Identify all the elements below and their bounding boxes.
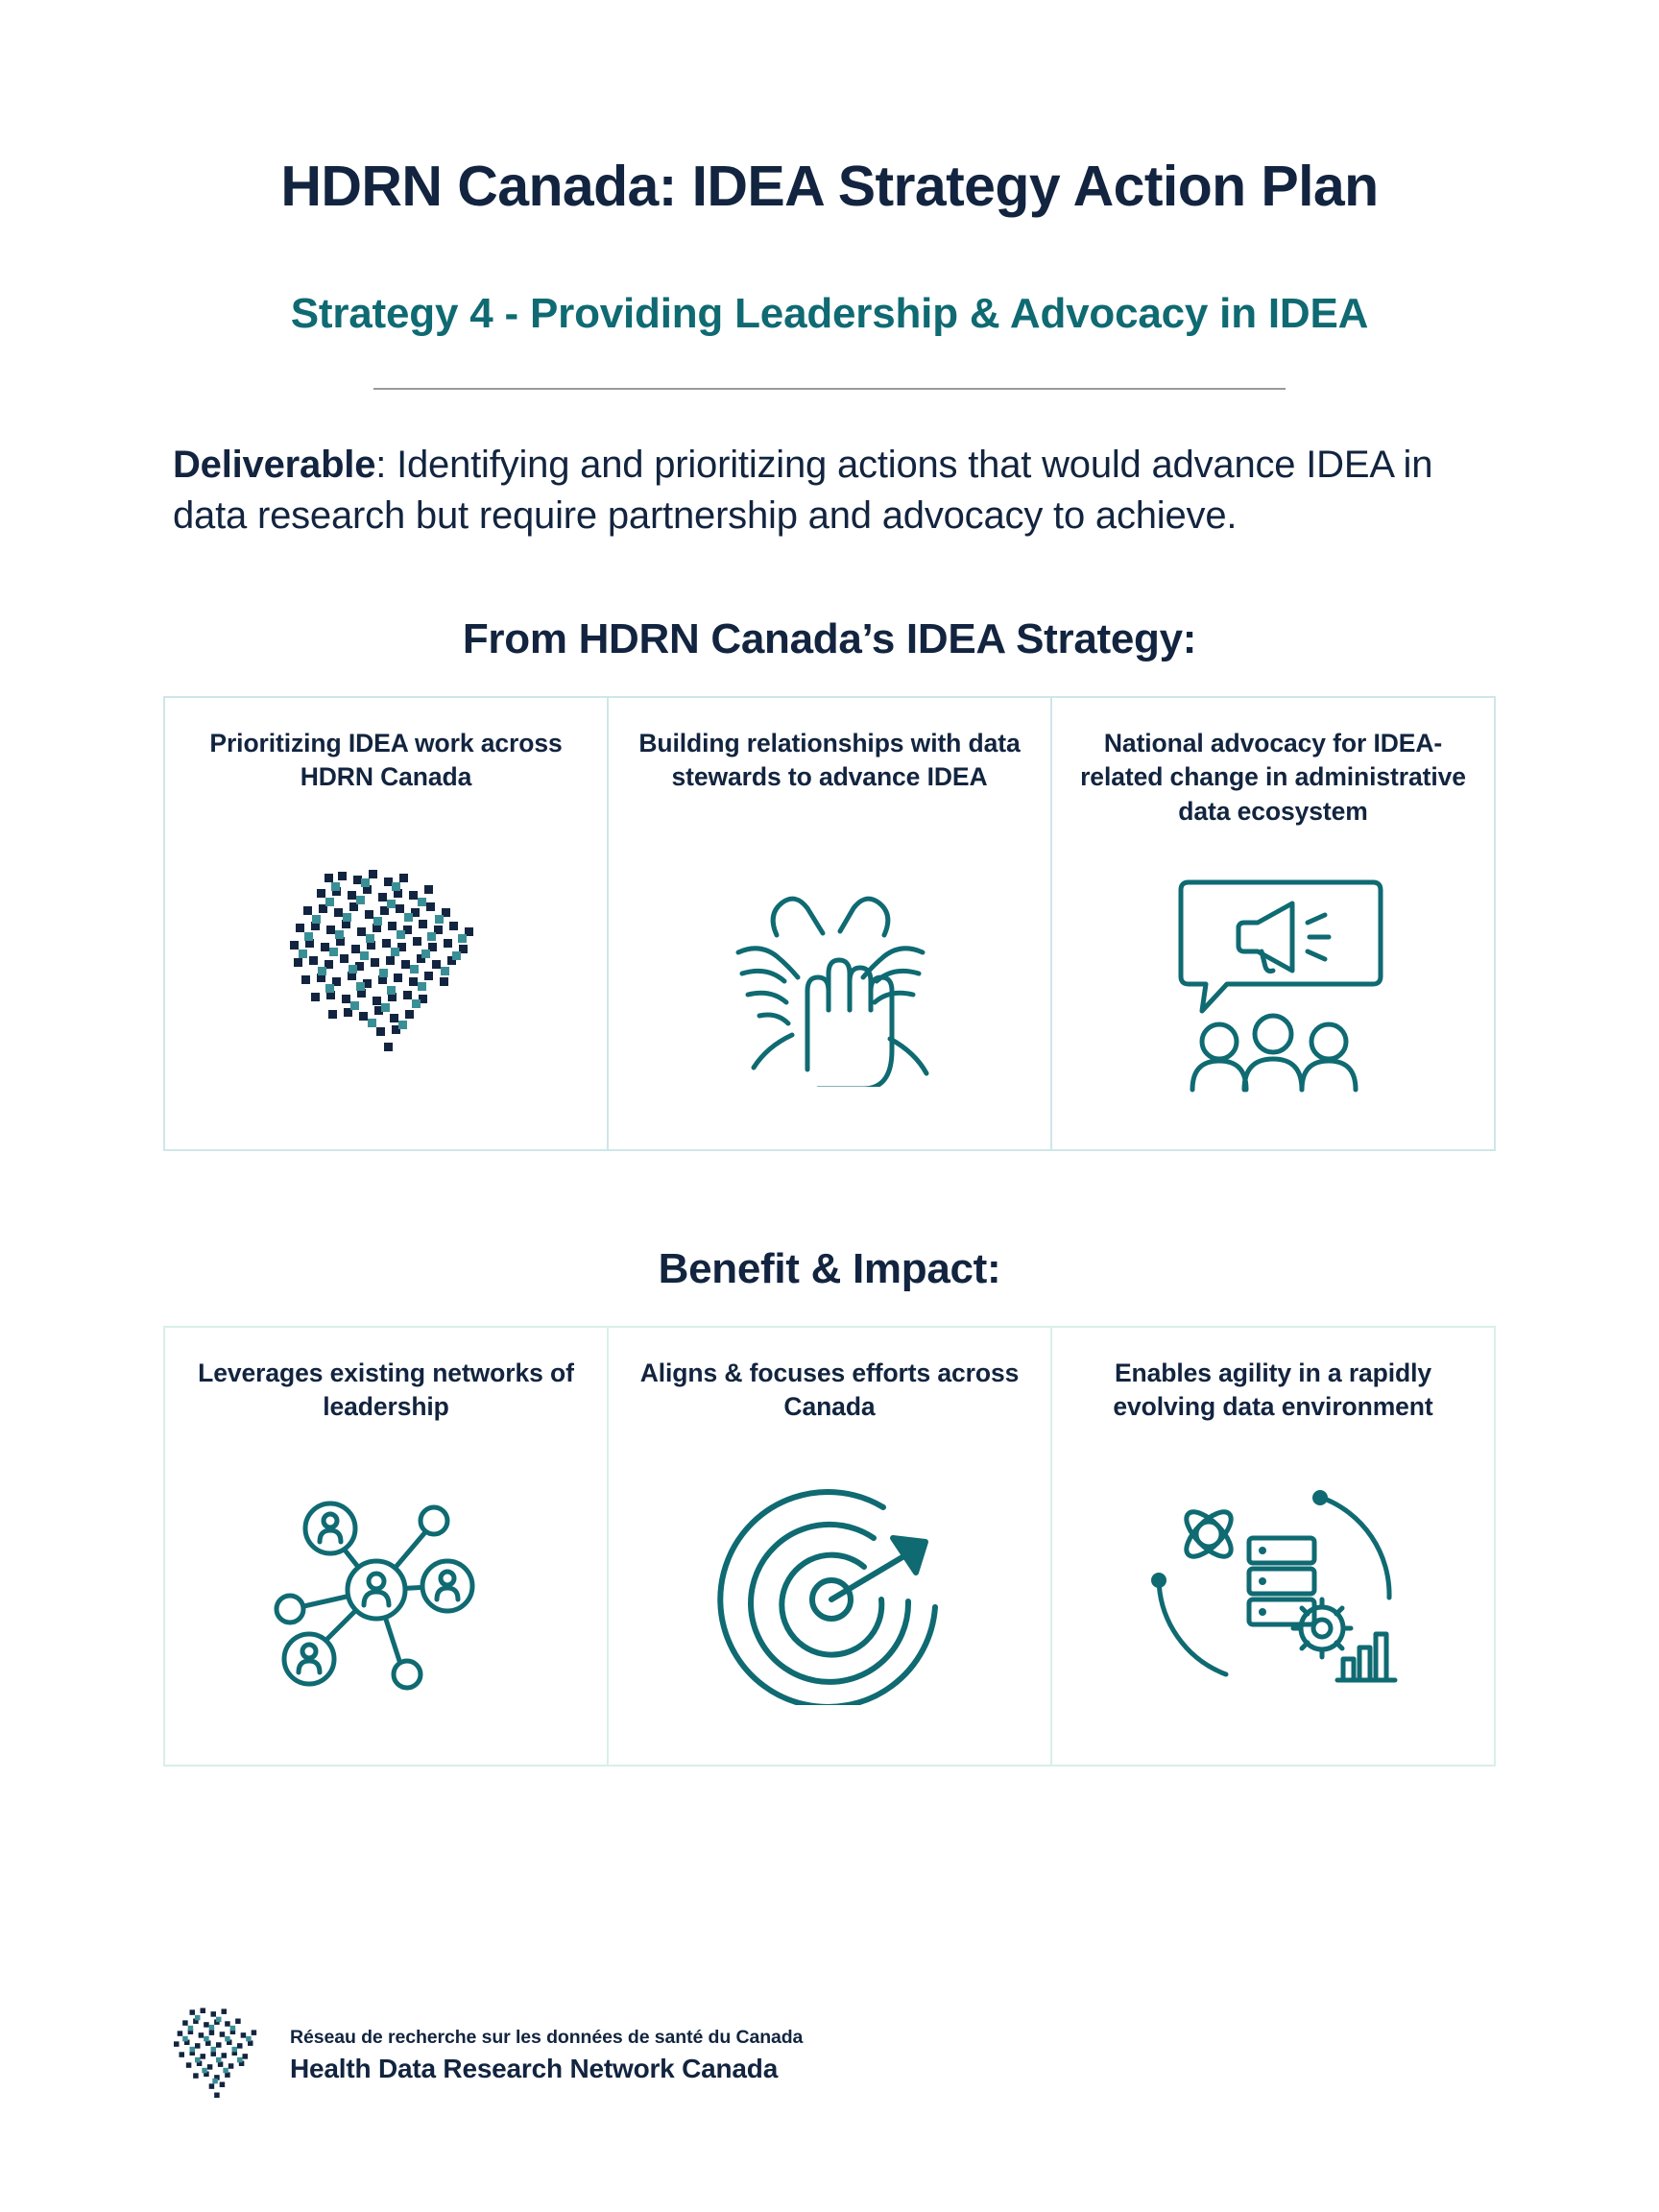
page-subtitle: Strategy 4 - Providing Leadership & Advocacy in IDEA bbox=[290, 289, 1369, 337]
benefit-card-row bbox=[163, 1326, 1496, 1767]
benefit-card-1-art bbox=[182, 1425, 589, 1742]
deliverable-paragraph bbox=[163, 390, 1496, 541]
page-title: HDRN Canada: IDEA Strategy Action Plan bbox=[280, 155, 1379, 218]
strategy-card-1-title: Prioritizing IDEA work across HDRN Canada bbox=[209, 728, 563, 792]
benefit-card-1-title: Leverages existing networks of leadership bbox=[198, 1358, 574, 1422]
canada-map-icon bbox=[261, 856, 511, 1077]
data-agility-icon bbox=[1134, 1475, 1412, 1705]
hdrn-canada-logo bbox=[163, 2003, 269, 2108]
benefit-card-3-title: Enables agility in a rapidly evolving data environment bbox=[1113, 1358, 1433, 1422]
strategy-card-3 bbox=[1050, 698, 1494, 1149]
benefit-card-3 bbox=[1050, 1328, 1494, 1765]
megaphone-audience-icon bbox=[1139, 871, 1407, 1096]
deliverable-text: : Identifying and prioritizing actions that would advance IDEA in data research but require partnership and advocacy to achieve. bbox=[173, 444, 1433, 538]
network-people-icon bbox=[242, 1475, 530, 1705]
strategy-card-1-art bbox=[182, 795, 589, 1126]
benefit-card-2 bbox=[607, 1328, 1050, 1765]
deliverable-label: Deliverable bbox=[173, 444, 376, 487]
benefit-card-3-art bbox=[1070, 1425, 1477, 1742]
footer-french-name: Réseau de recherche sur les données de santé du Canada bbox=[290, 2027, 804, 2048]
footer-english-name: Health Data Research Network Canada bbox=[290, 2054, 779, 2083]
strategy-card-1 bbox=[165, 698, 607, 1149]
footer bbox=[163, 2003, 803, 2108]
strategy-card-2-title: Building relationships with data stewards to advance IDEA bbox=[638, 728, 1021, 792]
benefit-card-2-art bbox=[626, 1425, 1033, 1742]
strategy-section-heading: From HDRN Canada’s IDEA Strategy: bbox=[462, 614, 1197, 662]
footer-text bbox=[290, 2027, 803, 2084]
strategy-card-2-art bbox=[626, 795, 1033, 1126]
benefit-card-2-title: Aligns & focuses efforts across Canada bbox=[639, 1358, 1020, 1422]
benefit-card-1 bbox=[165, 1328, 607, 1765]
strategy-card-3-art bbox=[1070, 829, 1477, 1126]
strategy-card-row bbox=[163, 696, 1496, 1151]
strategy-card-2 bbox=[607, 698, 1050, 1149]
benefit-section-heading: Benefit & Impact: bbox=[658, 1244, 1001, 1292]
strategy-card-3-title: National advocacy for IDEA-related change in administrative data ecosystem bbox=[1080, 728, 1466, 826]
hands-together-icon bbox=[700, 847, 959, 1087]
target-arrow-icon bbox=[695, 1475, 964, 1705]
